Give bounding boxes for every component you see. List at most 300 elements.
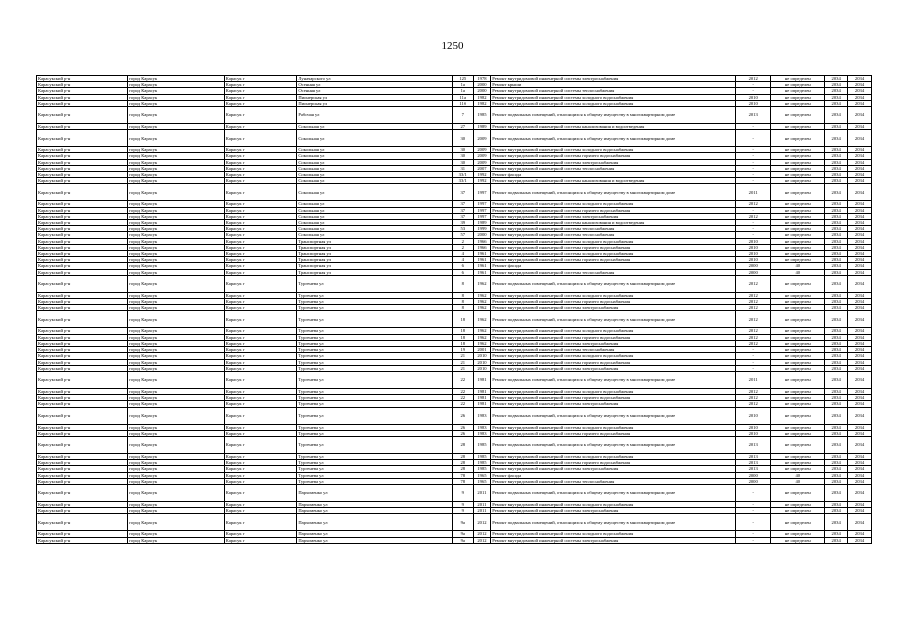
planned-to-cell: 2034	[848, 124, 872, 130]
service-life-cell: не определен	[771, 466, 825, 472]
street-cell: Сокольная ул	[297, 159, 453, 165]
planned-to-cell: 2034	[848, 334, 872, 340]
service-life-cell: 40	[771, 269, 825, 275]
municipality-cell: город Карасук	[128, 365, 224, 371]
locality-cell: Карасук г	[224, 107, 297, 124]
street-cell: Тургенева ул	[297, 388, 453, 394]
locality-cell: Карасук г	[224, 466, 297, 472]
work-type-cell: Ремонт подвальных помещений, относящихся к общему имуществу в многоквартирном доме	[491, 436, 736, 453]
municipality-cell: город Карасук	[128, 340, 224, 346]
locality-cell: Карасук г	[224, 453, 297, 459]
district-cell: Карасукский р-н	[37, 257, 128, 263]
year-built-cell: 1997	[473, 201, 491, 207]
locality-cell: Карасук г	[224, 407, 297, 424]
house-cell: 28	[452, 460, 473, 466]
service-life-cell: не определен	[771, 88, 825, 94]
service-life-cell: 40	[771, 478, 825, 484]
house-cell: 8	[452, 299, 473, 305]
street-cell: Тургенева ул	[297, 430, 453, 436]
house-cell: 21	[452, 353, 473, 359]
house-cell: 39	[452, 220, 473, 226]
planned-to-cell: 2034	[848, 251, 872, 257]
last-repair-year-cell: 2010	[736, 257, 771, 263]
service-life-cell: не определен	[771, 328, 825, 334]
service-life-cell: не определен	[771, 371, 825, 388]
house-cell: 18	[452, 328, 473, 334]
locality-cell: Карасук г	[224, 124, 297, 130]
house-cell: 8	[452, 275, 473, 292]
street-cell: Тургенева ул	[297, 328, 453, 334]
planned-from-cell: 2034	[825, 501, 848, 507]
service-life-cell: не определен	[771, 107, 825, 124]
service-life-cell: не определен	[771, 305, 825, 311]
last-repair-year-cell: 2012	[736, 201, 771, 207]
municipality-cell: город Карасук	[128, 359, 224, 365]
service-life-cell: не определен	[771, 159, 825, 165]
municipality-cell: город Карасук	[128, 165, 224, 171]
work-type-cell: Ремонт подвальных помещений, относящихся к общему имуществу в многоквартирном доме	[491, 371, 736, 388]
work-type-cell: Ремонт внутридомовой инженерной системы горячего водоснабжения	[491, 460, 736, 466]
locality-cell: Карасук г	[224, 478, 297, 484]
municipality-cell: город Карасук	[128, 263, 224, 269]
locality-cell: Карасук г	[224, 436, 297, 453]
table-row	[37, 537, 872, 543]
planned-from-cell: 2034	[825, 466, 848, 472]
planned-to-cell: 2034	[848, 159, 872, 165]
house-cell: 33/1	[452, 178, 473, 184]
house-cell: 22	[452, 401, 473, 407]
planned-to-cell: 2034	[848, 311, 872, 328]
planned-from-cell: 2034	[825, 472, 848, 478]
planned-to-cell: 2034	[848, 472, 872, 478]
district-cell: Карасукский р-н	[37, 130, 128, 147]
locality-cell: Карасук г	[224, 395, 297, 401]
planned-from-cell: 2034	[825, 531, 848, 537]
last-repair-year-cell: -	[736, 147, 771, 153]
house-cell: 53	[452, 226, 473, 232]
planned-to-cell: 2034	[848, 371, 872, 388]
municipality-cell: город Карасук	[128, 466, 224, 472]
planned-to-cell: 2034	[848, 263, 872, 269]
municipality-cell: город Карасук	[128, 508, 224, 514]
work-type-cell: Ремонт внутридомовой инженерной системы холодного водоснабжения	[491, 147, 736, 153]
work-type-cell: Ремонт внутридомовой инженерной системы электроснабжения	[491, 213, 736, 219]
work-type-cell: Ремонт подвальных помещений, относящихся к общему имуществу в многоквартирном доме	[491, 275, 736, 292]
planned-to-cell: 2034	[848, 305, 872, 311]
planned-from-cell: 2034	[825, 213, 848, 219]
planned-to-cell: 2034	[848, 460, 872, 466]
district-cell: Карасукский р-н	[37, 76, 128, 82]
planned-from-cell: 2034	[825, 395, 848, 401]
table-row	[37, 275, 872, 292]
locality-cell: Карасук г	[224, 328, 297, 334]
district-cell: Карасукский р-н	[37, 107, 128, 124]
locality-cell: Карасук г	[224, 159, 297, 165]
planned-to-cell: 2034	[848, 484, 872, 501]
table-row	[37, 436, 872, 453]
service-life-cell: не определен	[771, 353, 825, 359]
district-cell: Карасукский р-н	[37, 244, 128, 250]
year-built-cell: 1992	[473, 178, 491, 184]
last-repair-year-cell: -	[736, 172, 771, 178]
planned-from-cell: 2034	[825, 226, 848, 232]
street-cell: Тургенева ул	[297, 353, 453, 359]
planned-from-cell: 2034	[825, 424, 848, 430]
repair-schedule-table	[36, 75, 872, 544]
last-repair-year-cell: -	[736, 347, 771, 353]
year-built-cell: 1962	[473, 305, 491, 311]
planned-from-cell: 2034	[825, 201, 848, 207]
table-row	[37, 484, 872, 501]
house-cell: 33/1	[452, 172, 473, 178]
work-type-cell: Ремонт крыши	[491, 82, 736, 88]
planned-to-cell: 2034	[848, 88, 872, 94]
last-repair-year-cell: 2012	[736, 395, 771, 401]
district-cell: Карасукский р-н	[37, 508, 128, 514]
year-built-cell: 1997	[473, 207, 491, 213]
planned-to-cell: 2034	[848, 147, 872, 153]
last-repair-year-cell: 2011	[736, 184, 771, 201]
year-built-cell: 1962	[473, 299, 491, 305]
planned-to-cell: 2034	[848, 232, 872, 238]
municipality-cell: город Карасук	[128, 153, 224, 159]
last-repair-year-cell: 2012	[736, 388, 771, 394]
house-cell: 19	[452, 347, 473, 353]
year-built-cell: 2011	[473, 484, 491, 501]
last-repair-year-cell: -	[736, 88, 771, 94]
service-life-cell: не определен	[771, 207, 825, 213]
street-cell: Сокольная ул	[297, 184, 453, 201]
municipality-cell: город Карасук	[128, 478, 224, 484]
service-life-cell: не определен	[771, 251, 825, 257]
municipality-cell: город Карасук	[128, 94, 224, 100]
locality-cell: Карасук г	[224, 347, 297, 353]
street-cell: Тургенева ул	[297, 424, 453, 430]
locality-cell: Карасук г	[224, 269, 297, 275]
planned-to-cell: 2034	[848, 165, 872, 171]
municipality-cell: город Карасук	[128, 334, 224, 340]
service-life-cell: не определен	[771, 407, 825, 424]
planned-to-cell: 2034	[848, 453, 872, 459]
locality-cell: Карасук г	[224, 94, 297, 100]
service-life-cell: не определен	[771, 453, 825, 459]
service-life-cell: не определен	[771, 172, 825, 178]
planned-to-cell: 2034	[848, 269, 872, 275]
house-cell: 22	[452, 371, 473, 388]
work-type-cell: Ремонт внутридомовой инженерной системы электроснабжения	[491, 365, 736, 371]
municipality-cell: город Карасук	[128, 88, 224, 94]
district-cell: Карасукский р-н	[37, 305, 128, 311]
last-repair-year-cell: 2012	[736, 340, 771, 346]
planned-from-cell: 2034	[825, 478, 848, 484]
district-cell: Карасукский р-н	[37, 94, 128, 100]
district-cell: Карасукский р-н	[37, 269, 128, 275]
work-type-cell: Ремонт подвальных помещений, относящихся к общему имуществу в многоквартирном доме	[491, 130, 736, 147]
municipality-cell: город Карасук	[128, 401, 224, 407]
district-cell: Карасукский р-н	[37, 82, 128, 88]
district-cell: Карасукский р-н	[37, 453, 128, 459]
street-cell: Сокольная ул	[297, 201, 453, 207]
locality-cell: Карасук г	[224, 305, 297, 311]
work-type-cell: Ремонт внутридомовой инженерной системы теплоснабжения	[491, 232, 736, 238]
service-life-cell: не определен	[771, 147, 825, 153]
last-repair-year-cell: 2013	[736, 453, 771, 459]
street-cell: Сокольная ул	[297, 220, 453, 226]
district-cell: Карасукский р-н	[37, 531, 128, 537]
locality-cell: Карасук г	[224, 257, 297, 263]
municipality-cell: город Карасук	[128, 424, 224, 430]
last-repair-year-cell: -	[736, 531, 771, 537]
house-cell: 30	[452, 153, 473, 159]
planned-from-cell: 2034	[825, 311, 848, 328]
year-built-cell: 1966	[473, 238, 491, 244]
planned-from-cell: 2034	[825, 407, 848, 424]
planned-from-cell: 2034	[825, 305, 848, 311]
district-cell: Карасукский р-н	[37, 460, 128, 466]
work-type-cell: Ремонт внутридомовой инженерной системы горячего водоснабжения	[491, 207, 736, 213]
planned-to-cell: 2034	[848, 508, 872, 514]
street-cell: Тургенева ул	[297, 466, 453, 472]
last-repair-year-cell: -	[736, 207, 771, 213]
last-repair-year-cell: 2010	[736, 407, 771, 424]
planned-to-cell: 2034	[848, 478, 872, 484]
district-cell: Карасукский р-н	[37, 165, 128, 171]
district-cell: Карасукский р-н	[37, 340, 128, 346]
locality-cell: Карасук г	[224, 430, 297, 436]
table-row	[37, 311, 872, 328]
house-cell: 26	[452, 424, 473, 430]
locality-cell: Карасук г	[224, 147, 297, 153]
street-cell: Сокольная ул	[297, 130, 453, 147]
house-cell: 6	[452, 263, 473, 269]
district-cell: Карасукский р-н	[37, 251, 128, 257]
locality-cell: Карасук г	[224, 184, 297, 201]
work-type-cell: Ремонт внутридомовой инженерной системы электроснабжения	[491, 466, 736, 472]
last-repair-year-cell: -	[736, 220, 771, 226]
service-life-cell: не определен	[771, 334, 825, 340]
locality-cell: Карасук г	[224, 514, 297, 531]
house-cell: 22	[452, 395, 473, 401]
work-type-cell: Ремонт внутридомовой инженерной системы канализования и водоотведения	[491, 178, 736, 184]
year-built-cell: 1981	[473, 401, 491, 407]
service-life-cell: не определен	[771, 226, 825, 232]
municipality-cell: город Карасук	[128, 220, 224, 226]
locality-cell: Карасук г	[224, 311, 297, 328]
planned-to-cell: 2034	[848, 401, 872, 407]
service-life-cell: не определен	[771, 82, 825, 88]
work-type-cell: Ремонт фасада	[491, 472, 736, 478]
service-life-cell: не определен	[771, 531, 825, 537]
planned-to-cell: 2034	[848, 244, 872, 250]
year-built-cell: 2010	[473, 359, 491, 365]
house-cell: 27	[452, 124, 473, 130]
house-cell: 4	[452, 257, 473, 263]
street-cell: Сокольная ул	[297, 213, 453, 219]
district-cell: Карасукский р-н	[37, 220, 128, 226]
locality-cell: Карасук г	[224, 401, 297, 407]
planned-to-cell: 2034	[848, 257, 872, 263]
last-repair-year-cell: 2012	[736, 76, 771, 82]
last-repair-year-cell: -	[736, 359, 771, 365]
work-type-cell: Ремонт внутридомовой инженерной системы электроснабжения	[491, 537, 736, 543]
municipality-cell: город Карасук	[128, 226, 224, 232]
service-life-cell: не определен	[771, 201, 825, 207]
last-repair-year-cell: 2013	[736, 466, 771, 472]
planned-from-cell: 2034	[825, 436, 848, 453]
locality-cell: Карасук г	[224, 460, 297, 466]
house-cell: 6	[452, 269, 473, 275]
table-row	[37, 371, 872, 388]
planned-from-cell: 2034	[825, 388, 848, 394]
last-repair-year-cell: 2010	[736, 94, 771, 100]
planned-from-cell: 2034	[825, 484, 848, 501]
table-row	[37, 514, 872, 531]
service-life-cell: не определен	[771, 395, 825, 401]
year-built-cell: 2009	[473, 153, 491, 159]
year-built-cell: 1989	[473, 124, 491, 130]
last-repair-year-cell: 2010	[736, 424, 771, 430]
year-built-cell: 1982	[473, 94, 491, 100]
planned-from-cell: 2034	[825, 328, 848, 334]
year-built-cell: 2012	[473, 514, 491, 531]
planned-to-cell: 2034	[848, 388, 872, 394]
locality-cell: Карасук г	[224, 232, 297, 238]
locality-cell: Карасук г	[224, 508, 297, 514]
planned-from-cell: 2034	[825, 220, 848, 226]
table-row	[37, 130, 872, 147]
table-row	[37, 107, 872, 124]
street-cell: Пионерская ул	[297, 100, 453, 106]
district-cell: Карасукский р-н	[37, 328, 128, 334]
municipality-cell: город Карасук	[128, 178, 224, 184]
service-life-cell: не определен	[771, 365, 825, 371]
district-cell: Карасукский р-н	[37, 299, 128, 305]
district-cell: Карасукский р-н	[37, 213, 128, 219]
planned-to-cell: 2034	[848, 130, 872, 147]
planned-from-cell: 2034	[825, 244, 848, 250]
service-life-cell: не определен	[771, 401, 825, 407]
service-life-cell: не определен	[771, 359, 825, 365]
house-cell: 28	[452, 436, 473, 453]
house-cell: 9а	[452, 537, 473, 543]
service-life-cell: не определен	[771, 178, 825, 184]
locality-cell: Карасук г	[224, 340, 297, 346]
year-built-cell: 1962	[473, 311, 491, 328]
municipality-cell: город Карасук	[128, 388, 224, 394]
year-built-cell: 2009	[473, 159, 491, 165]
planned-from-cell: 2034	[825, 359, 848, 365]
street-cell: Сокольная ул	[297, 153, 453, 159]
planned-from-cell: 2034	[825, 299, 848, 305]
street-cell: Сокольная ул	[297, 207, 453, 213]
planned-from-cell: 2034	[825, 251, 848, 257]
house-cell: 18	[452, 311, 473, 328]
district-cell: Карасукский р-н	[37, 401, 128, 407]
locality-cell: Карасук г	[224, 292, 297, 298]
district-cell: Карасукский р-н	[37, 365, 128, 371]
street-cell: Сокольная ул	[297, 172, 453, 178]
street-cell: Пархоменко ул	[297, 514, 453, 531]
work-type-cell: Ремонт подвальных помещений, относящихся к общему имуществу в многоквартирном доме	[491, 107, 736, 124]
work-type-cell: Ремонт внутридомовой инженерной системы горячего водоснабжения	[491, 430, 736, 436]
year-built-cell: 1999	[473, 226, 491, 232]
district-cell: Карасукский р-н	[37, 501, 128, 507]
planned-from-cell: 2034	[825, 401, 848, 407]
work-type-cell: Ремонт подвальных помещений, относящихся к общему имуществу в многоквартирном доме	[491, 484, 736, 501]
year-built-cell: 1962	[473, 275, 491, 292]
municipality-cell: город Карасук	[128, 371, 224, 388]
district-cell: Карасукский р-н	[37, 514, 128, 531]
planned-to-cell: 2034	[848, 514, 872, 531]
planned-from-cell: 2034	[825, 147, 848, 153]
work-type-cell: Ремонт внутридомовой инженерной системы холодного водоснабжения	[491, 501, 736, 507]
service-life-cell: не определен	[771, 244, 825, 250]
last-repair-year-cell: 2012	[736, 305, 771, 311]
page-number: 1250	[441, 40, 464, 52]
street-cell: Пархоменко ул	[297, 484, 453, 501]
planned-to-cell: 2034	[848, 292, 872, 298]
locality-cell: Карасук г	[224, 263, 297, 269]
locality-cell: Карасук г	[224, 165, 297, 171]
service-life-cell: не определен	[771, 484, 825, 501]
district-cell: Карасукский р-н	[37, 159, 128, 165]
municipality-cell: город Карасук	[128, 130, 224, 147]
municipality-cell: город Карасук	[128, 107, 224, 124]
house-cell: 21	[452, 359, 473, 365]
district-cell: Карасукский р-н	[37, 172, 128, 178]
last-repair-year-cell: 2000	[736, 263, 771, 269]
service-life-cell: не определен	[771, 238, 825, 244]
service-life-cell: не определен	[771, 124, 825, 130]
planned-to-cell: 2034	[848, 424, 872, 430]
district-cell: Карасукский р-н	[37, 347, 128, 353]
table-row	[37, 407, 872, 424]
year-built-cell: 1962	[473, 334, 491, 340]
service-life-cell: не определен	[771, 430, 825, 436]
house-cell: 18	[452, 334, 473, 340]
planned-to-cell: 2034	[848, 353, 872, 359]
planned-from-cell: 2034	[825, 124, 848, 130]
house-cell: 78	[452, 478, 473, 484]
last-repair-year-cell: 2012	[736, 292, 771, 298]
planned-to-cell: 2034	[848, 207, 872, 213]
house-cell: 57	[452, 232, 473, 238]
year-built-cell: 1985	[473, 436, 491, 453]
last-repair-year-cell: 2012	[736, 328, 771, 334]
work-type-cell: Ремонт внутридомовой инженерной системы теплоснабжения	[491, 226, 736, 232]
planned-from-cell: 2034	[825, 340, 848, 346]
locality-cell: Карасук г	[224, 238, 297, 244]
locality-cell: Карасук г	[224, 251, 297, 257]
municipality-cell: город Карасук	[128, 484, 224, 501]
house-cell: 8	[452, 305, 473, 311]
street-cell: Тургенева ул	[297, 292, 453, 298]
work-type-cell: Ремонт подвальных помещений, относящихся к общему имуществу в многоквартирном доме	[491, 514, 736, 531]
house-cell: 2	[452, 244, 473, 250]
locality-cell: Карасук г	[224, 172, 297, 178]
planned-to-cell: 2034	[848, 178, 872, 184]
planned-from-cell: 2034	[825, 172, 848, 178]
year-built-cell: 1978	[473, 76, 491, 82]
house-cell: 22	[452, 388, 473, 394]
district-cell: Карасукский р-н	[37, 371, 128, 388]
work-type-cell: Ремонт внутридомовой инженерной системы холодного водоснабжения	[491, 94, 736, 100]
last-repair-year-cell: 2012	[736, 334, 771, 340]
house-cell: 11б	[452, 100, 473, 106]
municipality-cell: город Карасук	[128, 305, 224, 311]
service-life-cell: не определен	[771, 130, 825, 147]
street-cell: Сокольная ул	[297, 178, 453, 184]
